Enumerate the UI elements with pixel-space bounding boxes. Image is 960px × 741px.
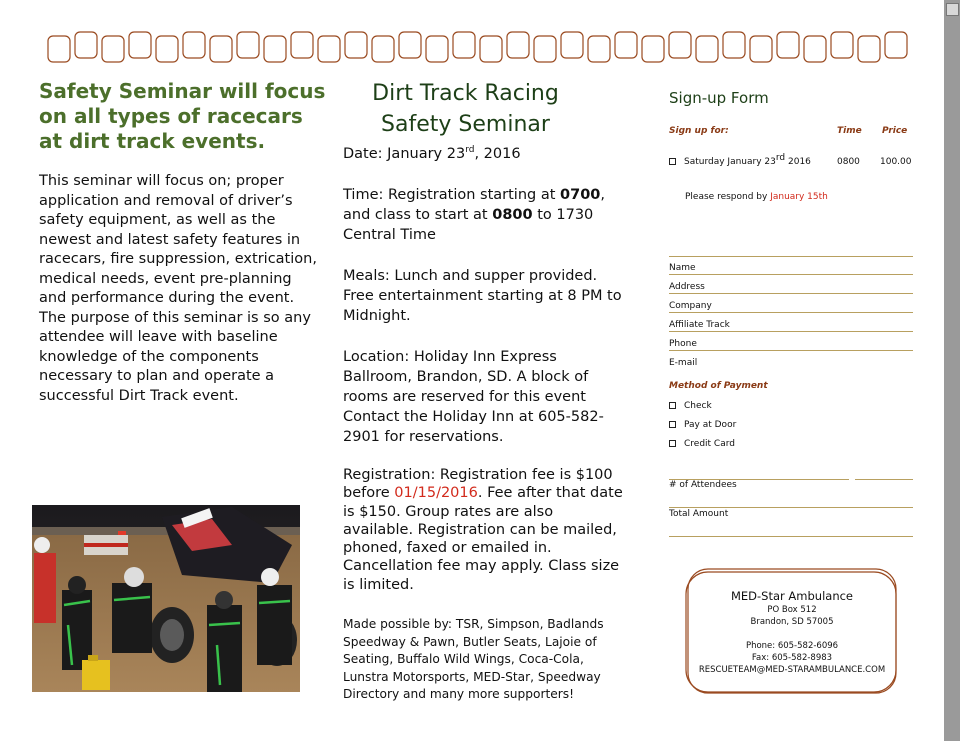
event-checkbox[interactable] <box>669 158 676 165</box>
name-label: Name <box>669 263 696 273</box>
border-square <box>831 32 853 58</box>
border-square <box>534 36 556 62</box>
border-square <box>345 32 367 58</box>
border-square <box>129 32 151 58</box>
event-title-line1: Dirt Track Racing <box>372 81 559 106</box>
decorative-border <box>40 28 920 68</box>
reg-deadline: 01/15/2016 <box>394 485 478 502</box>
email-label: E-mail <box>669 358 698 368</box>
border-square <box>507 32 529 58</box>
scroll-top-icon[interactable] <box>946 3 959 16</box>
phone-label: Phone <box>669 339 697 349</box>
border-square <box>318 36 340 62</box>
address-text <box>685 588 899 676</box>
email-field[interactable] <box>669 351 913 369</box>
border-square <box>183 32 205 58</box>
event-time <box>343 185 623 245</box>
border-square <box>264 36 286 62</box>
border-square <box>885 32 907 58</box>
col-header-price: Price <box>882 126 908 136</box>
event-price-value: 100.00 <box>880 157 912 167</box>
reg-text-b: . Fee after that date is $150. Group rates are also available. Registration can be mailed, phoned, faxed or emailed in. Cancellation fee may apply. Class size is limited. <box>343 485 623 593</box>
border-square <box>696 36 718 62</box>
race-crew-photo <box>32 505 300 692</box>
event-day: Saturday January 23 <box>684 157 776 167</box>
respond-prefix: Please respond by <box>685 192 771 202</box>
po-box: PO Box 512 <box>767 605 817 615</box>
event-title <box>343 78 588 140</box>
border-square <box>777 32 799 58</box>
time-text-e: to 1730 Central Time <box>343 207 594 243</box>
city-line: Brandon, SD 57005 <box>750 617 834 627</box>
fax-line: Fax: 605-582-8983 <box>751 653 833 663</box>
border-square <box>156 36 178 62</box>
border-square <box>426 36 448 62</box>
signup-form-title: Sign-up Form <box>669 89 769 107</box>
address-label: Address <box>669 282 705 292</box>
border-square <box>453 32 475 58</box>
mailing-address-box <box>685 568 899 696</box>
event-time-value: 0800 <box>837 157 860 167</box>
date-ordinal: rd <box>465 145 475 156</box>
card-checkbox[interactable] <box>669 440 676 447</box>
event-year: 2016 <box>785 157 811 167</box>
border-square <box>750 36 772 62</box>
border-square <box>858 36 880 62</box>
reg-text-a: Registration: Registration fee is $100 before <box>343 467 613 502</box>
respond-date: January 15th <box>770 192 828 202</box>
company-field[interactable] <box>669 294 913 313</box>
scrollbar[interactable] <box>944 0 960 741</box>
time-class-start: 0800 <box>492 207 533 223</box>
door-checkbox[interactable] <box>669 421 676 428</box>
event-location: Location: Holiday Inn Express Ballroom, Brandon, SD. A block of rooms are reserved for this event Contact the Holiday Inn at 605-582-2901 for reservations. <box>343 349 604 445</box>
event-option-row <box>669 153 914 171</box>
left-body-text: This seminar will focus on; proper application and removal of driver’s safety equipment, as well as the newest and latest safety features in racecars, fire suppression, extrication, medical needs, event pre-planning and performance during the event. The purpose of this seminar is so any attendee will leave with baseline knowledge of the components necessary to plan and operate a successful Dirt Track event. <box>39 173 317 404</box>
event-ordinal: rd <box>775 153 786 163</box>
time-text-a: Time: Registration starting at <box>343 187 561 203</box>
border-square <box>480 36 502 62</box>
name-field[interactable] <box>669 256 913 275</box>
col-header-signup: Sign up for: <box>669 126 729 136</box>
total-amount-label: Total Amount <box>669 509 729 519</box>
affiliate-track-field[interactable] <box>669 313 913 332</box>
attendees-rule-b <box>855 479 913 480</box>
check-label: Check <box>684 401 712 411</box>
border-square <box>588 36 610 62</box>
border-square <box>237 32 259 58</box>
event-meals: Meals: Lunch and supper provided. Free entertainment starting at 8 PM to Midnight. <box>343 268 622 324</box>
border-square <box>102 36 124 62</box>
event-date <box>343 144 623 164</box>
total-amount-field[interactable] <box>669 536 913 537</box>
payment-option-check[interactable] <box>669 401 712 411</box>
attendees-label: # of Attendees <box>669 480 737 490</box>
payment-method-header: Method of Payment <box>669 381 768 391</box>
border-square <box>669 32 691 58</box>
payment-option-door[interactable] <box>669 420 736 430</box>
affiliate-track-label: Affiliate Track <box>669 320 730 330</box>
org-name: MED-Star Ambulance <box>730 589 854 603</box>
border-square <box>48 36 70 62</box>
event-registration <box>343 466 623 594</box>
border-square <box>75 32 97 58</box>
date-year: , 2016 <box>474 146 521 162</box>
sponsors-text: Made possible by: TSR, Simpson, Badlands Speedway & Pawn, Butler Seats, Lajoie of Seating, Buffalo Wild Wings, Coca-Cola, Lunstra Motorsports, MED-Star, Speedway Directory and many more supporters! <box>343 617 604 701</box>
phone-line: Phone: 605-582-6096 <box>745 641 839 651</box>
date-text: Date: January 23 <box>343 146 466 162</box>
border-square <box>210 36 232 62</box>
border-square <box>399 32 421 58</box>
border-square <box>615 32 637 58</box>
border-square <box>723 32 745 58</box>
border-square <box>291 32 313 58</box>
time-registration: 0700 <box>560 187 601 203</box>
border-square <box>804 36 826 62</box>
email-line: RESCUETEAM@MED-STARAMBULANCE.COM <box>698 665 886 675</box>
field-top-rule <box>669 238 913 257</box>
border-square <box>372 36 394 62</box>
attendees-field[interactable] <box>669 507 913 508</box>
address-field[interactable] <box>669 275 913 294</box>
col-header-time: Time <box>837 126 862 136</box>
card-label: Credit Card <box>684 439 735 449</box>
border-square <box>561 32 583 58</box>
left-headline: Safety Seminar will focus on all types of racecars at dirt track events. <box>39 79 326 153</box>
phone-field[interactable] <box>669 332 913 351</box>
check-checkbox[interactable] <box>669 402 676 409</box>
border-square <box>642 36 664 62</box>
event-title-line2: Safety Seminar <box>381 112 550 137</box>
company-label: Company <box>669 301 712 311</box>
payment-option-card[interactable] <box>669 439 735 449</box>
respond-by-note <box>685 192 828 202</box>
door-label: Pay at Door <box>684 420 737 430</box>
time-text-c: , and class to start at <box>343 187 605 223</box>
